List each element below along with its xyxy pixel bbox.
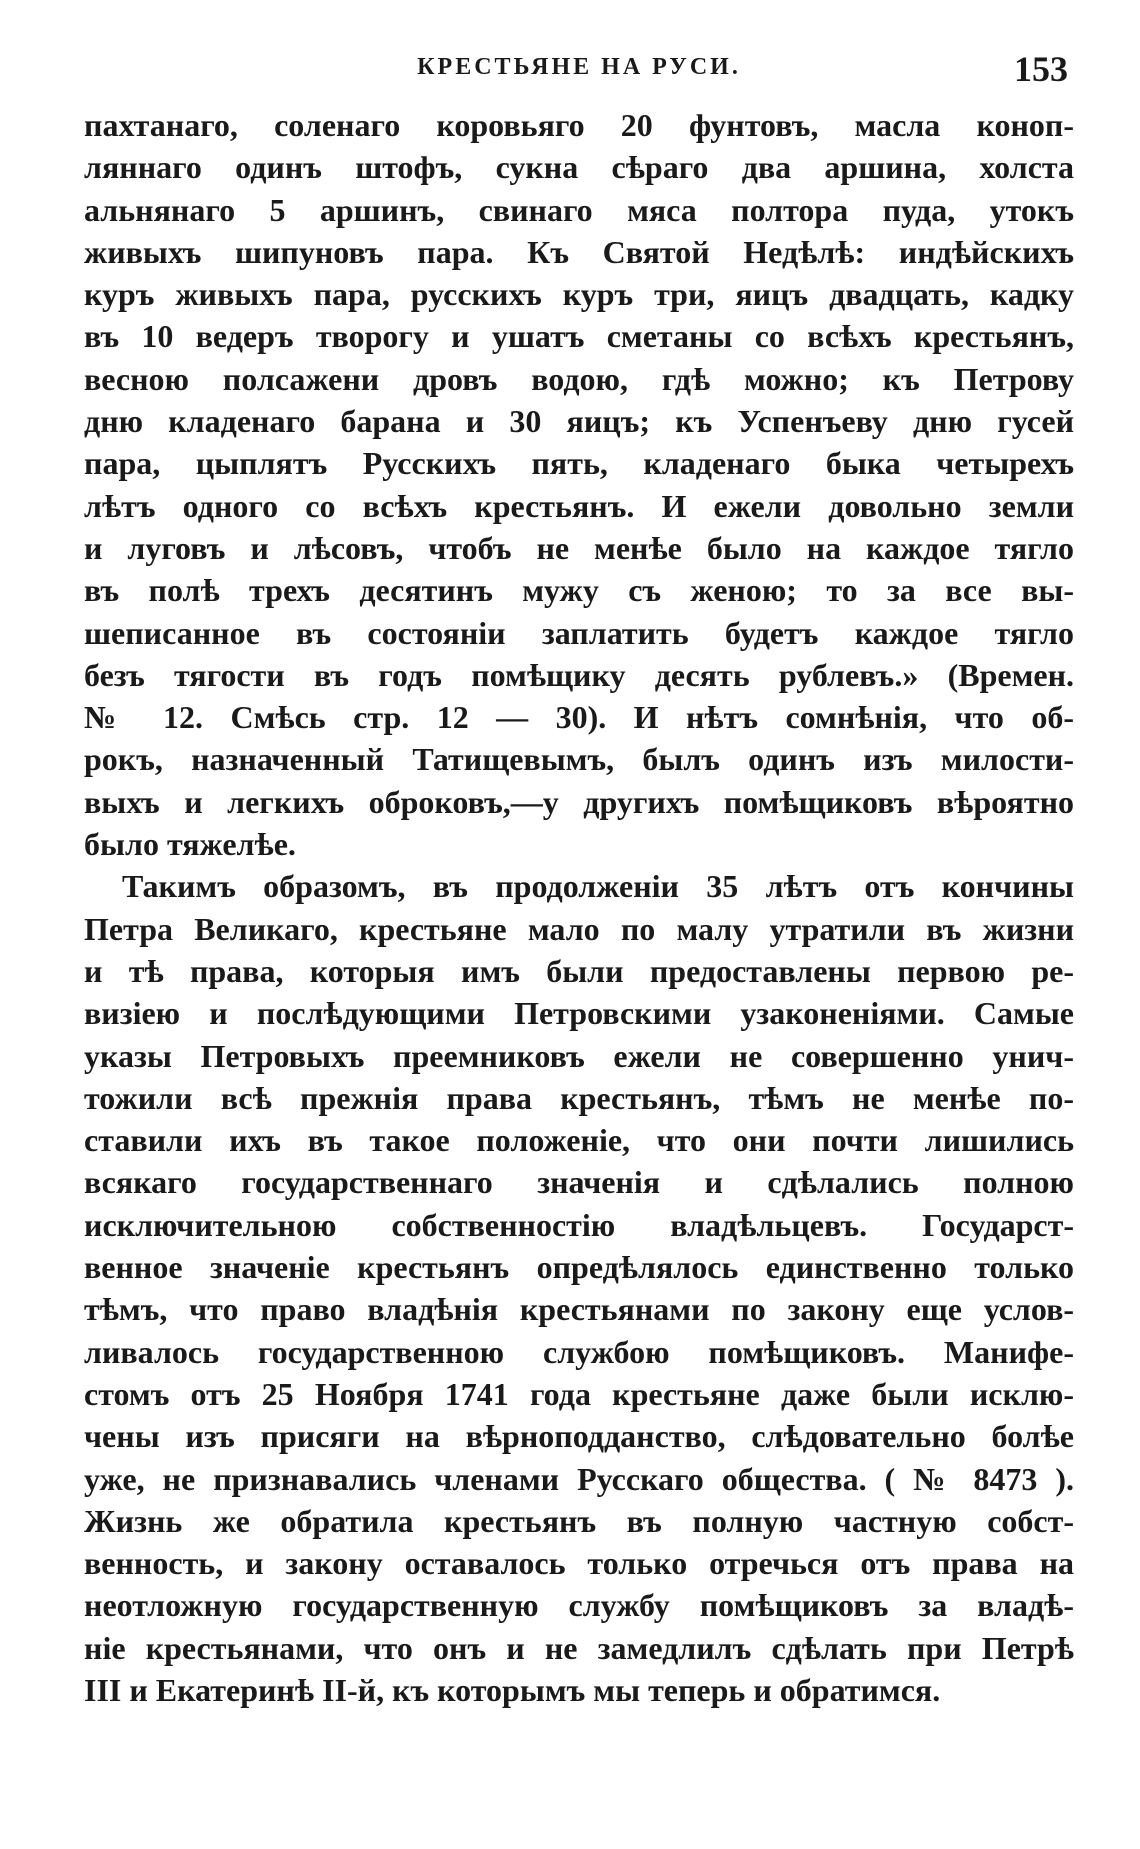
running-head: [84, 48, 1074, 88]
text-line: III и Екатеринѣ II-й, къ которымъ мы теперь и обратимся.: [84, 1671, 941, 1708]
text-line: указы Петровыхъ преемниковъ ежели не совершенно унич-: [84, 1037, 1074, 1074]
text-line: ставили ихъ въ такое положенiе, что они почти лишились: [84, 1122, 1074, 1159]
text-line: въ 10 ведеръ творогу и ушатъ сметаны со всѣхъ крестьянъ,: [84, 318, 1074, 355]
text-line: было тяжелѣе.: [84, 826, 296, 863]
page-number: 153: [1014, 49, 1068, 89]
text-line: тѣмъ, что право владѣнiя крестьянами по закону еще услов-: [84, 1291, 1074, 1328]
text-line: тожили всѣ прежнiя права крестьянъ, тѣмъ не менѣе по-: [84, 1079, 1074, 1116]
text-line: пахтанаго, соленаго коровьяго 20 фунтовъ, масла коноп-: [84, 107, 1074, 143]
text-line: венное значенiе крестьянъ опредѣлялось единственно только: [84, 1249, 1074, 1286]
text-line: шеписанное въ состоянiи заплатить будетъ каждое тягло: [84, 614, 1074, 651]
text-line: Жизнь же обратила крестьянъ въ полную частную собст-: [84, 1502, 1074, 1539]
text-line: № 12. Смѣсь стр. 12 — 30). И нѣтъ сомнѣнiя, что об-: [84, 699, 1074, 736]
running-title: КРЕСТЬЯНЕ НА РУСИ.: [417, 54, 741, 80]
text-line: уже, не признавались членами Русскаго общества. ( № 8473 ).: [84, 1460, 1074, 1497]
text-line: всякаго государственнаго значенiя и сдѣлались полною: [84, 1164, 1074, 1201]
text-line: ливалось государственною службою помѣщиковъ. Манифе-: [84, 1333, 1074, 1370]
text-line: и тѣ права, которыя имъ были предоставлены первою ре-: [84, 952, 1074, 989]
text-line: безъ тягости въ годъ помѣщику десять рублевъ.» (Времен.: [84, 656, 1074, 693]
text-line: альнянаго 5 аршинъ, свинаго мяса полтора пуда, утокъ: [84, 191, 1074, 228]
text-line: и луговъ и лѣсовъ, чтобъ не менѣе было на каждое тягло: [84, 529, 1074, 566]
text-line: исключительною собственностiю владѣльцевъ. Государст-: [84, 1206, 1074, 1243]
text-line: неотложную государственную службу помѣщиковъ за владѣ-: [84, 1587, 1074, 1624]
page-text: [84, 104, 1074, 1711]
text-line: ляннаго одинъ штофъ, сукна сѣраго два аршина, холста: [84, 149, 1074, 186]
text-line: чены изъ присяги на вѣрноподданство, слѣдовательно болѣе: [84, 1418, 1074, 1455]
text-line: въ полѣ трехъ десятинъ мужу съ женою; то за все вы-: [84, 572, 1074, 609]
text-line: рокъ, назначенный Татищевымъ, былъ одинъ изъ милости-: [84, 741, 1074, 778]
text-line: куръ живыхъ пара, русскихъ куръ три, яицъ двадцать, кадку: [84, 276, 1074, 313]
text-line: стомъ отъ 25 Ноября 1741 года крестьяне даже были исклю-: [84, 1375, 1074, 1412]
text-line: венность, и закону оставалось только отречься отъ права на: [84, 1545, 1074, 1582]
text-line: лѣтъ одного со всѣхъ крестьянъ. И ежели довольно земли: [84, 487, 1074, 524]
text-line: нiе крестьянами, что онъ и не замедлилъ сдѣлать при Петрѣ: [84, 1629, 1074, 1666]
text-line: живыхъ шипуновъ пара. Къ Святой Недѣлѣ: индѣйскихъ: [84, 233, 1074, 270]
text-line: Такимъ образомъ, въ продолженiи 35 лѣтъ отъ кончины: [122, 868, 1074, 905]
text-line: Петра Великаго, крестьяне мало по малу утратили въ жизни: [84, 910, 1074, 947]
text-line: дню кладенаго барана и 30 яицъ; къ Успенъеву дню гусей: [84, 403, 1074, 440]
text-line: выхъ и легкихъ оброковъ,—у другихъ помѣщиковъ вѣроятно: [84, 783, 1074, 820]
text-line: визiею и послѣдующими Петровскими узаконенiями. Самые: [84, 995, 1074, 1032]
text-line: весною полсажени дровъ водою, гдѣ можно; къ Петрову: [84, 360, 1074, 397]
text-line: пара, цыплятъ Русскихъ пять, кладенаго быка четырехъ: [84, 445, 1074, 482]
